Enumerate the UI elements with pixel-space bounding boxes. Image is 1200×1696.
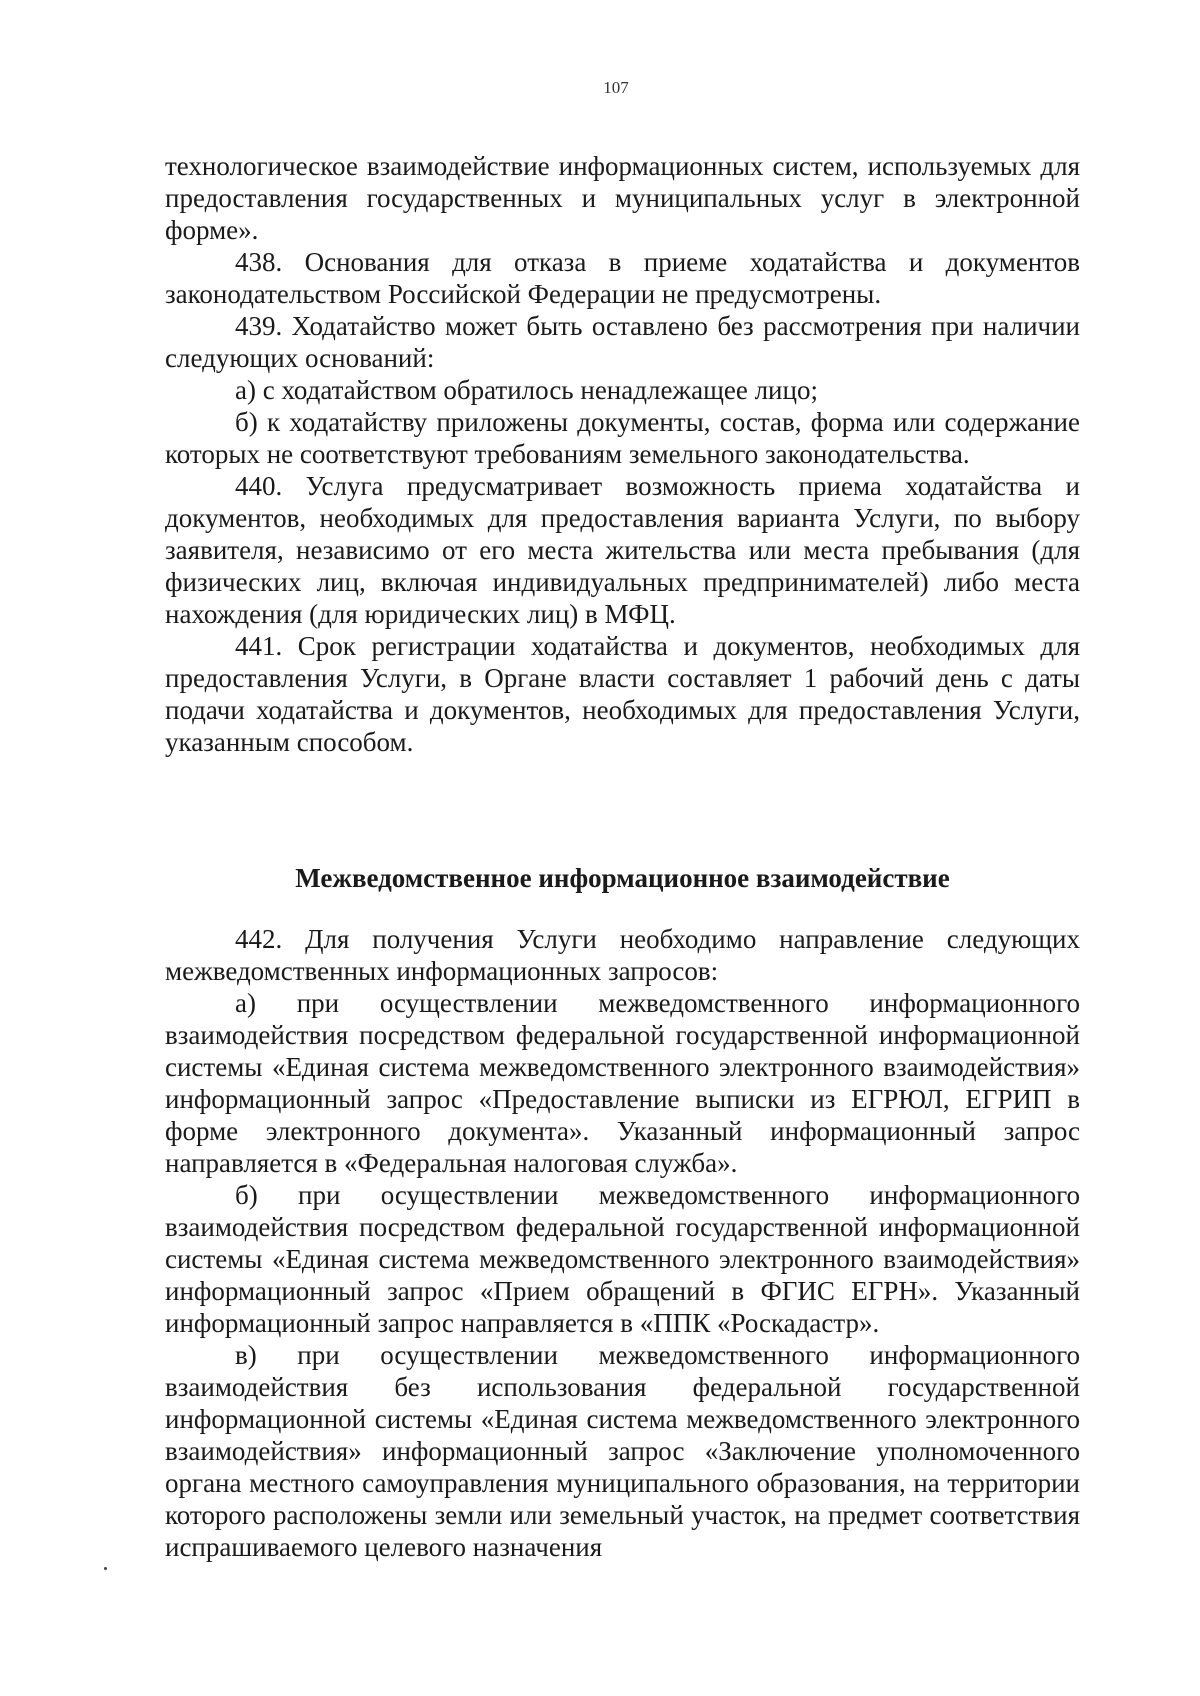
scan-speck [104, 1567, 107, 1570]
paragraph-441: 441. Срок регистрации ходатайства и документов, необходимых для предоставления Услуги, в Органе власти составляет 1 рабочий день с даты подачи ходатайства и документов, необходимых для предоставления Услуги, указанным способом. [165, 631, 1080, 757]
list-item-442-b: б) при осуществлении межведомственного информационного взаимодействия посредством федеральной государственной информационной системы «Единая система межведомственного электронного взаимодействия» информационный запрос «Прием обращений в ФГИС ЕГРН». Указанный информационный запрос направляется в «ППК «Роскадастр». [165, 1180, 1080, 1338]
paragraph-continuation: технологическое взаимодействие информационных систем, используемых для предоставления государственных и муниципальных услуг в электронной форме». [165, 151, 1080, 245]
body-text-top [165, 150, 1080, 758]
paragraph-438: 438. Основания для отказа в приеме ходатайства и документов законодательством Российской Федерации не предусмотрены. [165, 247, 1080, 309]
list-item-442-c: в) при осуществлении межведомственного информационного взаимодействия без использования федеральной государственной информационной системы «Единая система межведомственного электронного взаимодействия» информационный запрос «Заключение уполномоченного органа местного самоуправления муниципального образования, на территории которого расположены земли или земельный участок, на предмет соответствия испрашиваемого целевого назначения [165, 1340, 1080, 1562]
paragraph-442: 442. Для получения Услуги необходимо направление следующих межведомственных информационных запросов: [165, 924, 1080, 986]
paragraph-439: 439. Ходатайство может быть оставлено без рассмотрения при наличии следующих оснований: [165, 311, 1080, 373]
list-item-442-a: а) при осуществлении межведомственного информационного взаимодействия посредством федеральной государственной информационной системы «Единая система межведомственного электронного взаимодействия» информационный запрос «Предоставление выписки из ЕГРЮЛ, ЕГРИП в форме электронного документа». Указанный информационный запрос направляется в «Федеральная налоговая служба». [165, 988, 1080, 1178]
list-item-439-b: б) к ходатайству приложены документы, состав, форма или содержание которых не соответствуют требованиям земельного законодательства. [165, 407, 1080, 469]
page-number: 107 [603, 78, 629, 97]
list-item-439-a: а) с ходатайством обратилось ненадлежащее лицо; [235, 375, 818, 405]
paragraph-440: 440. Услуга предусматривает возможность приема ходатайства и документов, необходимых для предоставления варианта Услуги, по выбору заявителя, независимо от его места жительства или места пребывания (для физических лиц, включая индивидуальных предпринимателей) либо места нахождения (для юридических лиц) в МФЦ. [165, 471, 1080, 629]
body-text-bottom [165, 923, 1080, 1563]
section-heading: Межведомственное информационное взаимодействие [295, 863, 950, 893]
